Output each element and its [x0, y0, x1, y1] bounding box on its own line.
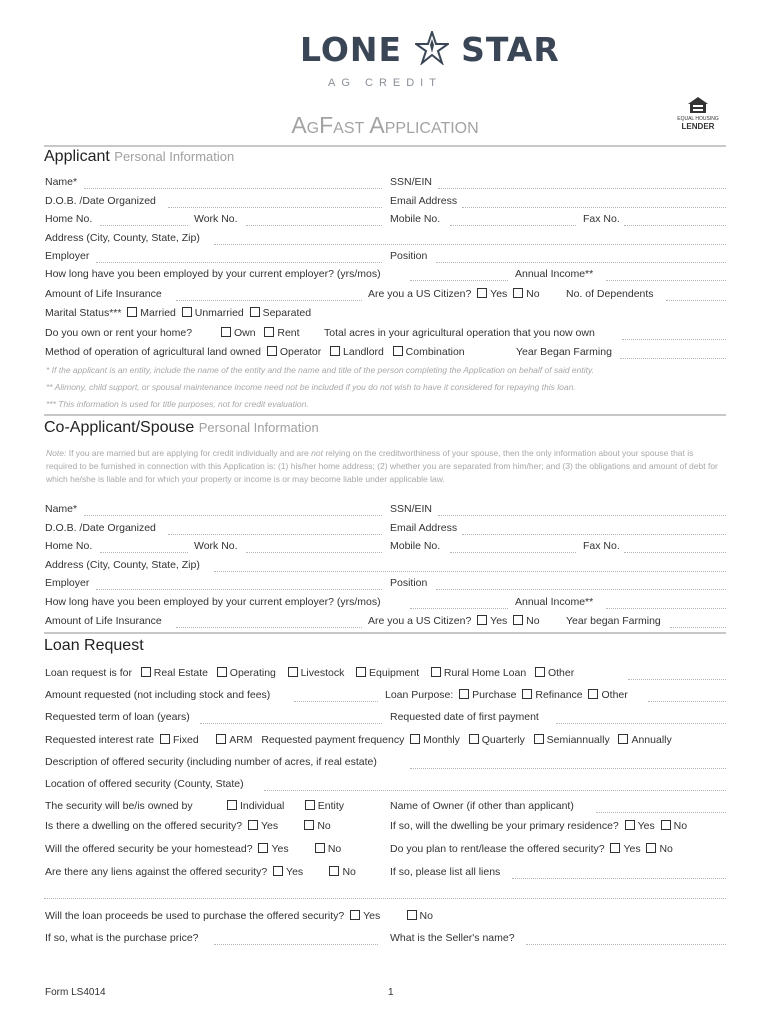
page-number: 1 — [388, 987, 394, 998]
seller-field[interactable] — [526, 944, 726, 945]
how-long-label: How long have you been employed by your current employer? (yrs/mos) — [45, 268, 381, 280]
logo-text-left: LONE — [300, 30, 403, 69]
other-purpose-field[interactable] — [648, 701, 726, 702]
address-field[interactable] — [214, 244, 726, 245]
work-no-field[interactable] — [246, 225, 382, 226]
co-dob-label: D.O.B. /Date Organized — [45, 522, 156, 534]
co-work-no-field[interactable] — [246, 552, 382, 553]
method-row: Method of operation of agricultural land owned Operator Landlord Combination — [45, 346, 465, 358]
purpose-row: Loan Purpose: Purchase Refinance Other — [385, 689, 628, 701]
homestead-yes-checkbox[interactable] — [258, 843, 268, 853]
co-home-no-field[interactable] — [100, 552, 188, 553]
real-estate-checkbox[interactable] — [141, 667, 151, 677]
name-field[interactable] — [84, 188, 382, 189]
arm-checkbox[interactable] — [216, 734, 226, 744]
homestead-row: Will the offered security be your homestead? Yes No — [45, 843, 342, 855]
co-home-no-label: Home No. — [45, 540, 93, 552]
life-insurance-label: Amount of Life Insurance — [45, 288, 162, 300]
co-employer-field[interactable] — [96, 589, 382, 590]
combination-checkbox[interactable] — [393, 346, 403, 356]
us-citizen-row: Are you a US Citizen? Yes No — [368, 288, 540, 300]
entity-checkbox[interactable] — [305, 800, 315, 810]
quarterly-checkbox[interactable] — [469, 734, 479, 744]
proceeds-no-checkbox[interactable] — [407, 910, 417, 920]
address-label: Address (City, County, State, Zip) — [45, 232, 200, 244]
co-email-field[interactable] — [462, 534, 726, 535]
logo — [300, 30, 560, 69]
dependents-field[interactable] — [666, 300, 726, 301]
loan-heading: Loan Request — [44, 637, 144, 654]
rural-home-checkbox[interactable] — [431, 667, 441, 677]
dwelling-row: Is there a dwelling on the offered security? Yes No — [45, 820, 331, 832]
operator-checkbox[interactable] — [267, 346, 277, 356]
rent-lease-no-checkbox[interactable] — [646, 843, 656, 853]
owner-name-label: Name of Owner (if other than applicant) — [390, 800, 574, 812]
refinance-checkbox[interactable] — [522, 689, 532, 699]
first-payment-label: Requested date of first payment — [390, 711, 539, 723]
own-rent-label: Do you own or rent your home? — [45, 327, 193, 339]
co-dob-field[interactable] — [168, 534, 382, 535]
house-icon — [687, 96, 709, 114]
co-citizen-yes-checkbox[interactable] — [477, 615, 487, 625]
page-title: AgFast Application — [291, 112, 479, 138]
co-address-field[interactable] — [214, 571, 726, 572]
fax-no-field[interactable] — [624, 225, 726, 226]
form-number: Form LS4014 — [45, 987, 106, 998]
eho-line1: EQUAL HOUSING — [677, 116, 719, 122]
list-liens-field[interactable] — [512, 878, 726, 879]
citizen-no-checkbox[interactable] — [513, 288, 523, 298]
amount-field[interactable] — [294, 701, 378, 702]
co-name-label: Name* — [45, 503, 78, 515]
logo-subtitle: AG CREDIT — [328, 77, 442, 89]
dob-field[interactable] — [168, 207, 382, 208]
equal-housing-lender-logo — [676, 96, 720, 131]
co-employer-label: Employer — [45, 577, 90, 589]
co-work-no-label: Work No. — [194, 540, 238, 552]
note-alimony: ** Alimony, child support, or spousal maintenance income need not be included if you do not wish to have it considered for repaying this loan. — [46, 382, 576, 392]
owner-name-field[interactable] — [596, 812, 726, 813]
amount-label: Amount requested (not including stock and fees) — [45, 689, 271, 701]
co-us-citizen-row: Are you a US Citizen? Yes No — [368, 615, 540, 627]
year-began-field[interactable] — [620, 358, 726, 359]
email-field[interactable] — [462, 207, 726, 208]
how-long-field[interactable] — [410, 280, 508, 281]
co-name-field[interactable] — [84, 515, 382, 516]
citizen-yes-checkbox[interactable] — [477, 288, 487, 298]
liens-extra-line[interactable] — [44, 898, 726, 899]
note-title: *** This information is used for title purposes, not for credit evaluation. — [46, 399, 309, 409]
work-no-label: Work No. — [194, 213, 238, 225]
co-position-field[interactable] — [436, 589, 726, 590]
term-field[interactable] — [200, 723, 382, 724]
location-field[interactable] — [264, 790, 726, 791]
life-insurance-field[interactable] — [176, 300, 362, 301]
primary-yes-checkbox[interactable] — [625, 820, 635, 830]
co-how-long-label: How long have you been employed by your current employer? (yrs/mos) — [45, 596, 381, 608]
star-icon — [415, 31, 449, 65]
separated-checkbox[interactable] — [250, 307, 260, 317]
term-label: Requested term of loan (years) — [45, 711, 190, 723]
rent-lease-row: Do you plan to rent/lease the offered security? Yes No — [390, 843, 673, 855]
price-field[interactable] — [214, 944, 378, 945]
married-checkbox[interactable] — [127, 307, 137, 317]
co-life-insurance-label: Amount of Life Insurance — [45, 615, 162, 627]
price-label: If so, what is the purchase price? — [45, 932, 199, 944]
livestock-checkbox[interactable] — [288, 667, 298, 677]
annual-income-field[interactable] — [606, 280, 726, 281]
co-life-insurance-field[interactable] — [176, 627, 362, 628]
liens-yes-checkbox[interactable] — [273, 866, 283, 876]
name-label: Name* — [45, 176, 78, 188]
employer-field[interactable] — [96, 262, 382, 263]
first-payment-field[interactable] — [556, 723, 726, 724]
co-year-began-label: Year began Farming — [566, 615, 661, 627]
other-loan-field[interactable] — [628, 679, 726, 680]
landlord-checkbox[interactable] — [330, 346, 340, 356]
co-citizen-no-checkbox[interactable] — [513, 615, 523, 625]
ssn-field[interactable] — [438, 188, 726, 189]
description-label: Description of offered security (including number of acres, if real estate) — [45, 756, 377, 768]
eho-line2: LENDER — [681, 122, 715, 131]
marital-row: Marital Status*** Married Unmarried Separated — [45, 307, 312, 319]
homestead-no-checkbox[interactable] — [315, 843, 325, 853]
dwelling-no-checkbox[interactable] — [304, 820, 314, 830]
dependents-label: No. of Dependents — [566, 288, 654, 300]
co-mobile-no-label: Mobile No. — [390, 540, 441, 552]
mobile-no-field[interactable] — [450, 225, 576, 226]
ssn-label: SSN/EIN — [390, 176, 433, 188]
co-annual-income-field[interactable] — [606, 608, 726, 609]
co-year-began-field[interactable] — [670, 627, 726, 628]
home-no-label: Home No. — [45, 213, 93, 225]
applicant-heading: Applicant Personal Information — [44, 148, 235, 165]
owned-by-label: The security will be/is owned by — [45, 800, 193, 812]
monthly-checkbox[interactable] — [410, 734, 420, 744]
individual-checkbox[interactable] — [227, 800, 237, 810]
coapplicant-note: Note: If you are married but are applying for credit individually and are not relying on the creditworthiness of your spouse, then the only information about your spouse that is required to be furnished in connection with this Application is: (1) his/her home address; (2) whether you are separated from him/her; and (3) the obligations and amount of debt for which he/she is liable and for which your property or income is or may become liable under applicable law. — [46, 448, 718, 484]
co-fax-no-label: Fax No. — [583, 540, 620, 552]
semiannually-checkbox[interactable] — [534, 734, 544, 744]
position-label: Position — [390, 250, 428, 262]
position-field[interactable] — [436, 262, 726, 263]
interest-row: Requested interest rate Fixed ARM Requested payment frequency Monthly Quarterly Semiannually Annually — [45, 734, 672, 746]
co-address-label: Address (City, County, State, Zip) — [45, 559, 200, 571]
co-ssn-label: SSN/EIN — [390, 503, 433, 515]
total-acres-field[interactable] — [622, 339, 726, 340]
co-mobile-no-field[interactable] — [450, 552, 576, 553]
purchase-checkbox[interactable] — [459, 689, 469, 699]
primary-no-checkbox[interactable] — [661, 820, 671, 830]
co-how-long-field[interactable] — [410, 608, 508, 609]
email-label: Email Address — [390, 195, 458, 207]
liens-row: Are there any liens against the offered security? Yes No — [45, 866, 356, 878]
proceeds-yes-checkbox[interactable] — [350, 910, 360, 920]
loan-for-row: Loan request is for Real Estate Operating Livestock Equipment Rural Home Loan Other — [45, 667, 575, 679]
co-fax-no-field[interactable] — [624, 552, 726, 553]
liens-no-checkbox[interactable] — [329, 866, 339, 876]
rent-lease-yes-checkbox[interactable] — [610, 843, 620, 853]
fixed-checkbox[interactable] — [160, 734, 170, 744]
year-began-label: Year Began Farming — [516, 346, 612, 358]
own-rent-options: Own Rent — [221, 327, 300, 339]
section-divider — [44, 145, 726, 147]
co-ssn-field[interactable] — [438, 515, 726, 516]
unmarried-checkbox[interactable] — [182, 307, 192, 317]
fax-no-label: Fax No. — [583, 213, 620, 225]
annually-checkbox[interactable] — [618, 734, 628, 744]
dwelling-yes-checkbox[interactable] — [248, 820, 258, 830]
coapplicant-heading: Co-Applicant/Spouse Personal Information — [44, 419, 319, 436]
other-purpose-checkbox[interactable] — [588, 689, 598, 699]
total-acres-label: Total acres in your agricultural operation that you now own — [324, 327, 595, 339]
home-no-field[interactable] — [100, 225, 188, 226]
logo-text-right: STAR — [461, 30, 560, 69]
own-checkbox[interactable] — [221, 327, 231, 337]
description-field[interactable] — [410, 768, 726, 769]
list-liens-label: If so, please list all liens — [390, 866, 501, 878]
co-annual-income-label: Annual Income** — [515, 596, 594, 608]
section-divider — [44, 414, 726, 416]
other-loan-checkbox[interactable] — [535, 667, 545, 677]
note-entity: * If the applicant is an entity, include the name of the entity and the name and title of the person completing the Application on behalf of said entity. — [46, 365, 594, 375]
rent-checkbox[interactable] — [264, 327, 274, 337]
seller-label: What is the Seller's name? — [390, 932, 515, 944]
owned-by-options: Individual Entity — [227, 800, 344, 812]
proceeds-row: Will the loan proceeds be used to purchase the offered security? Yes No — [45, 910, 433, 922]
co-email-label: Email Address — [390, 522, 458, 534]
location-label: Location of offered security (County, State) — [45, 778, 244, 790]
operating-checkbox[interactable] — [217, 667, 227, 677]
section-divider — [44, 632, 726, 634]
employer-label: Employer — [45, 250, 90, 262]
primary-row: If so, will the dwelling be your primary residence? Yes No — [390, 820, 688, 832]
equipment-checkbox[interactable] — [356, 667, 366, 677]
co-position-label: Position — [390, 577, 428, 589]
mobile-no-label: Mobile No. — [390, 213, 441, 225]
annual-income-label: Annual Income** — [515, 268, 594, 280]
dob-label: D.O.B. /Date Organized — [45, 195, 156, 207]
